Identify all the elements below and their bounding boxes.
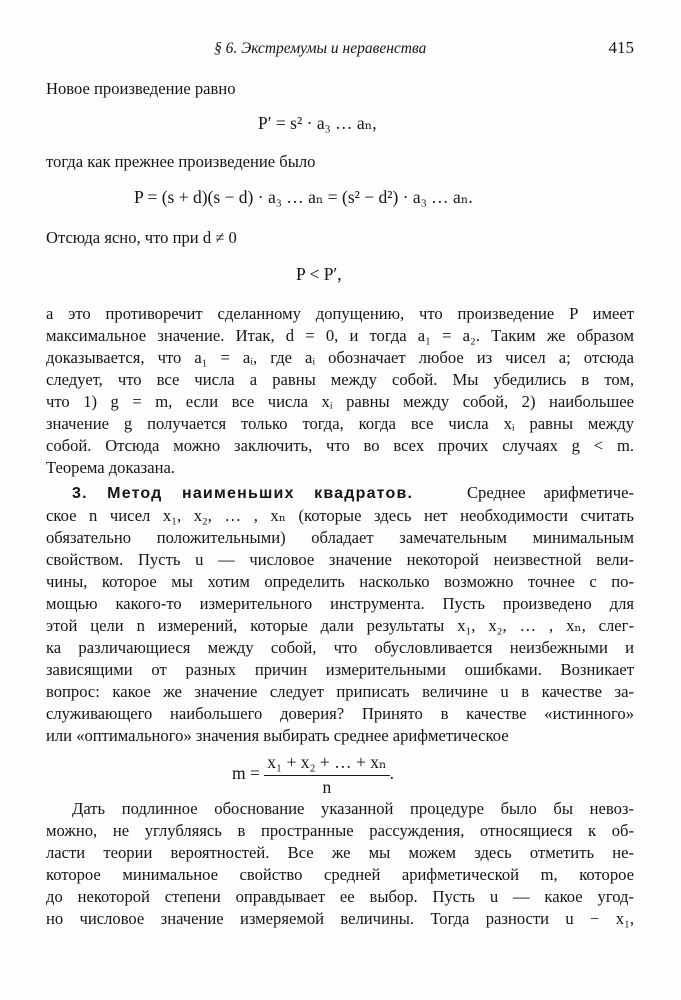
text-line: или «оптимального» значения выбирать среднее арифметическое	[46, 726, 509, 745]
text-line: что 1) g = m, если все числа xᵢ равны между собой, 2) наибольшее	[46, 392, 634, 411]
text-line: вопрос: какое же значение следует приписать величине u в качестве за-	[46, 682, 634, 701]
text-line: служивающего наибольшего доверия? Принято в качестве «истинного»	[46, 704, 634, 723]
paragraph-old-product-intro: тогда как прежнее произведение было	[46, 152, 316, 171]
text-line: до некоторой степени оправдывает ее выбор. Пусть u — какое угод-	[46, 887, 634, 906]
text-line: можно, не углубляясь в пространные рассуждения, относящиеся к об-	[46, 821, 634, 840]
fraction	[264, 752, 389, 798]
text-line: Дать подлинное обоснование указанной процедуре было бы невоз-	[72, 799, 634, 818]
running-title: § 6. Экстремумы и неравенства	[214, 40, 427, 57]
text-line: ка различающиеся между собой, что обусловливается неизбежными и	[46, 638, 634, 657]
paragraph-new-product-intro: Новое произведение равно	[46, 79, 236, 98]
text-line: максимальное значение. Итак, d = 0, и тогда a₁ = a₂. Таким же образом	[46, 326, 634, 345]
text-line: следует, что все числа a равны между собой. Мы убедились в том,	[46, 370, 634, 389]
text-fragment: Среднее арифметиче-	[466, 483, 634, 502]
paragraph-conclusion-intro: Отсюда ясно, что при d ≠ 0	[46, 228, 237, 247]
running-header	[46, 36, 634, 60]
section-least-squares	[46, 482, 634, 747]
text-line: обязательно положительными) обладает замечательным минимальным	[46, 528, 634, 547]
text-line: собой. Отсюда можно заключить, что во всех прочих случаях g < m.	[46, 436, 634, 455]
formula-lhs: m =	[232, 763, 260, 784]
text-line: этой цели n измерений, которые дали результаты x₁, x₂, … , xₙ, слег-	[46, 616, 634, 635]
paragraph-justification	[46, 798, 634, 930]
formula-inequality: P < P′,	[296, 264, 342, 284]
fraction-denominator: n	[322, 777, 332, 797]
formula-old-product: P = (s + d)(s − d) · a₃ … aₙ = (s² − d²) · a₃ … aₙ.	[134, 187, 473, 207]
text-line: свойством. Пусть u — числовое значение некоторой неизвестной вели-	[46, 550, 634, 569]
text-line: Теорема доказана.	[46, 458, 175, 477]
text-line: зависящими от разных причин измерительными ошибками. Возникает	[46, 660, 634, 679]
formula-arithmetic-mean	[232, 752, 394, 798]
text-line: которое минимальное свойство средней арифметической m, которое	[46, 865, 634, 884]
text-line: чины, которое мы хотим определить насколько возможно точнее с по-	[46, 572, 634, 591]
text-line: а это противоречит сделанному допущению, что произведение P имеет	[46, 304, 634, 323]
text-line: мощью какого-то измерительного инструмента. Пусть произведено для	[46, 594, 634, 613]
text-line: доказывается, что a₁ = aᵢ, где aᵢ обозначает любое из чисел a; отсюда	[46, 348, 634, 367]
formula-end: .	[389, 763, 394, 784]
fraction-numerator: x₁ + x₂ + … + xₙ	[264, 752, 389, 776]
page-number: 415	[608, 38, 634, 57]
section-first-line	[46, 482, 634, 505]
text-line: ское n чисел x₁, x₂, … , xₙ (которые здесь нет необходимости считать	[46, 506, 634, 525]
text-line: значение g получается только тогда, когда все числа xᵢ равны между	[46, 414, 634, 433]
formula-new-product: P′ = s² · a₃ … aₙ,	[258, 113, 377, 133]
paragraph-proof-conclusion	[46, 303, 634, 479]
text-line: ласти теории вероятностей. Все же мы можем здесь отметить не-	[46, 843, 634, 862]
text-line: но числовое значение измеряемой величины. Тогда разности u − x₁,	[46, 909, 634, 928]
section-heading: 3. Метод наименьших квадратов.	[72, 485, 414, 502]
